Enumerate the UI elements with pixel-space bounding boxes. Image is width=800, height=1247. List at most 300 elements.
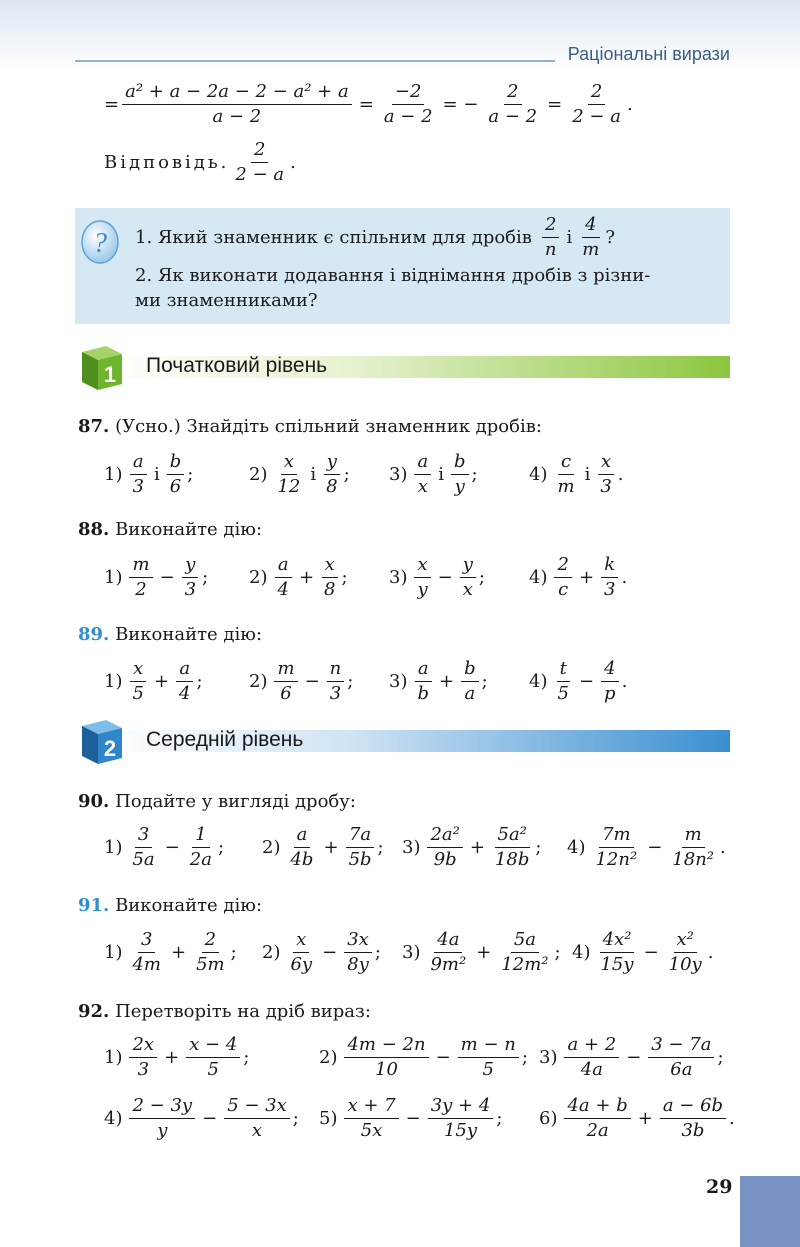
numerator: a + 2 [564, 1035, 619, 1058]
section-title: Раціональні вирази [567, 44, 730, 64]
answer-fraction [232, 140, 287, 185]
denominator: 8 [324, 578, 336, 600]
punctuation: . [617, 463, 624, 485]
fraction [327, 659, 345, 704]
item-label: 4) [572, 941, 591, 963]
item-label: 3) [389, 670, 408, 692]
exercise-item [104, 1035, 319, 1080]
numerator: m − n [458, 1035, 519, 1058]
fraction [485, 82, 540, 127]
denominator: 6 [280, 682, 292, 704]
punctuation: ; [374, 941, 381, 963]
fraction [129, 825, 157, 870]
item-label: 6) [539, 1107, 558, 1129]
punctuation: ; [471, 463, 478, 485]
punctuation: ; [341, 566, 348, 588]
numerator: x [414, 555, 430, 578]
item-label: 3) [402, 941, 421, 963]
fraction [427, 930, 469, 975]
exercise-item [567, 825, 742, 870]
numerator: x [322, 555, 338, 578]
punctuation: ; [230, 941, 237, 963]
denominator: 5 [132, 682, 144, 704]
task-91-items [104, 930, 722, 975]
operator: − [405, 1107, 421, 1129]
denominator: y [454, 475, 465, 497]
exercise-item [104, 452, 249, 497]
fraction [176, 659, 193, 704]
exercise-item [539, 1035, 739, 1080]
denominator: p [604, 682, 616, 704]
equals-sign: = [547, 93, 563, 115]
numerator: y [460, 555, 476, 578]
denominator: 9b [433, 848, 457, 870]
operator: − [159, 566, 175, 588]
denominator: 18b [494, 848, 530, 870]
fraction [274, 659, 297, 704]
item-label: 2) [319, 1046, 338, 1068]
exercise-item [249, 659, 389, 704]
fraction [601, 555, 618, 600]
numerator: 7a [346, 825, 374, 848]
punctuation: ; [521, 1046, 528, 1068]
exercise-item [104, 659, 249, 704]
corner-block [740, 1176, 800, 1247]
numerator: y [182, 555, 198, 578]
numerator: 3 [135, 825, 152, 848]
question-mark: ? [605, 226, 616, 248]
fraction [182, 555, 199, 600]
fraction [381, 82, 436, 127]
numerator: 2 [504, 82, 521, 105]
fraction [129, 452, 146, 497]
denominator: a − 2 [488, 105, 538, 127]
denominator: 2a [586, 1119, 609, 1141]
numerator: x − 4 [186, 1035, 240, 1058]
task-title: Перетворіть на дріб вираз: [115, 1001, 371, 1022]
exercise-item [529, 452, 669, 497]
fraction [344, 1096, 398, 1141]
conjunction: і [566, 226, 573, 248]
numerator: 1 [192, 825, 209, 848]
task-92-items-row-1 [104, 1035, 739, 1080]
denominator: 5 [207, 1058, 219, 1080]
fraction [224, 1096, 290, 1141]
question-2-line-2: ми знаменниками? [135, 290, 318, 311]
task-92-heading [78, 1001, 371, 1022]
numerator: m [682, 825, 705, 848]
task-title: Подайте у вигляді дробу: [115, 791, 356, 812]
punctuation: . [621, 566, 628, 588]
question-1-text: 1. Який знаменник є спільним для дробів [135, 226, 532, 248]
header-rule [75, 60, 555, 62]
item-label: 4) [567, 836, 586, 858]
punctuation: ; [217, 836, 225, 858]
denominator: m [557, 475, 575, 497]
numerator: c [558, 452, 574, 475]
punctuation: . [729, 1107, 735, 1129]
numerator: m [129, 555, 152, 578]
numerator: 4 [582, 215, 599, 238]
denominator: 4m [132, 953, 162, 975]
fraction [601, 659, 619, 704]
fraction [460, 555, 476, 600]
numerator: a [415, 659, 432, 682]
fraction [287, 930, 315, 975]
numerator: b [451, 452, 469, 475]
denominator: 5x [360, 1119, 383, 1141]
operator: + [323, 836, 339, 858]
punctuation: ; [478, 566, 485, 588]
equals-sign: = − [442, 93, 479, 115]
task-title: Виконайте дію: [115, 624, 263, 645]
fraction [129, 930, 164, 975]
operator: − [322, 941, 338, 963]
item-label: 1) [104, 1046, 123, 1068]
denominator: 6a [670, 1058, 693, 1080]
exercise-item [262, 930, 402, 975]
denominator: a − 2 [383, 105, 433, 127]
punctuation: ; [187, 463, 194, 485]
answer-label: Відповідь. [104, 151, 230, 173]
level-2-number: 2 [103, 736, 117, 761]
task-number: 91. [78, 895, 110, 916]
numerator: 2x [129, 1035, 157, 1058]
numerator: 4m − 2n [344, 1035, 428, 1058]
numerator: n [327, 659, 345, 682]
denominator: a [464, 682, 476, 704]
punctuation: ; [343, 463, 350, 485]
level-1-cube-icon [76, 342, 126, 394]
operator: + [476, 941, 492, 963]
numerator: 3 − 7a [648, 1035, 714, 1058]
punctuation: ; [554, 941, 561, 963]
fraction [554, 555, 571, 600]
denominator: 18n² [672, 848, 715, 870]
numerator: 2a² [427, 825, 462, 848]
numerator: x [293, 930, 309, 953]
task-title: Виконайте дію: [115, 519, 263, 540]
item-label: 1) [104, 463, 123, 485]
item-label: 1) [104, 670, 123, 692]
level-2-title: Середній рівень [146, 728, 304, 751]
fraction [597, 452, 614, 497]
numerator: 2 [251, 140, 268, 163]
item-label: 4) [104, 1107, 123, 1129]
denominator: 15y [600, 953, 634, 975]
exercise-item [104, 930, 262, 975]
exercise-item [319, 1096, 539, 1141]
denominator: 4 [179, 682, 191, 704]
denominator: 4b [290, 848, 314, 870]
denominator: 5 [482, 1058, 494, 1080]
denominator: 6y [290, 953, 313, 975]
operator: + [578, 566, 595, 588]
operator: і [153, 463, 160, 485]
exercise-item [104, 825, 262, 870]
fraction [187, 825, 215, 870]
level-1-number: 1 [103, 362, 117, 387]
fraction [451, 452, 469, 497]
level-2-cube-icon [76, 716, 126, 768]
task-number: 90. [78, 791, 110, 812]
operator: + [171, 941, 187, 963]
question-2-line-1: 2. Як виконати додавання і віднімання дробів з різни- [135, 265, 651, 286]
operator: + [153, 670, 170, 692]
numerator: 5 − 3x [224, 1096, 290, 1119]
denominator: 2 [135, 578, 147, 600]
question-icon [80, 218, 120, 264]
punctuation: . [720, 836, 726, 858]
operator: + [439, 670, 455, 692]
denominator: x [462, 578, 473, 600]
item-label: 5) [319, 1107, 338, 1129]
fraction [427, 825, 462, 870]
numerator: 2 [542, 215, 559, 238]
denominator: n [544, 238, 557, 260]
operator: − [643, 941, 659, 963]
task-89-items [104, 659, 669, 704]
numerator: k [601, 555, 618, 578]
question-1 [135, 215, 615, 260]
numerator: x + 7 [344, 1096, 398, 1119]
task-title: Виконайте дію: [115, 895, 263, 916]
numerator: a² + a − 2a − 2 − a² + a [122, 82, 352, 105]
denominator: a − 2 [212, 105, 262, 127]
answer-line [104, 140, 296, 185]
denominator: 3 [329, 682, 342, 704]
numerator: 3 [138, 930, 155, 953]
denominator: 5b [348, 848, 372, 870]
task-91-heading [78, 895, 262, 916]
denominator: 3 [132, 475, 144, 497]
period: . [290, 151, 296, 173]
numerator: a [414, 452, 431, 475]
denominator: 6 [169, 475, 182, 497]
numerator: a [275, 555, 292, 578]
operator: + [298, 566, 315, 588]
numerator: a − 6b [660, 1096, 726, 1119]
denominator: 4a [580, 1058, 603, 1080]
item-label: 4) [529, 463, 548, 485]
item-label: 3) [539, 1046, 558, 1068]
exercise-item [529, 555, 669, 600]
item-label: 2) [262, 836, 281, 858]
numerator: 2 [554, 555, 571, 578]
denominator: 3 [137, 1058, 150, 1080]
punctuation: ; [481, 670, 488, 692]
punctuation: ; [535, 836, 542, 858]
numerator: y [324, 452, 340, 475]
task-number: 87. [78, 416, 110, 437]
operator: − [578, 670, 595, 692]
punctuation: ; [496, 1107, 503, 1129]
denominator: y [157, 1119, 168, 1141]
operator: і [438, 463, 444, 485]
fraction [122, 82, 352, 127]
numerator: b [167, 452, 185, 475]
operator: − [437, 566, 453, 588]
exercise-item [262, 825, 402, 870]
operator: − [647, 836, 663, 858]
numerator: x² [674, 930, 697, 953]
fraction [554, 452, 577, 497]
numerator: 2 [202, 930, 219, 953]
fraction [186, 1035, 240, 1080]
task-title: (Усно.) Знайдіть спільний знаменник дробів: [115, 416, 542, 437]
punctuation: ; [196, 670, 203, 692]
fraction [458, 1035, 519, 1080]
numerator: 3y + 4 [428, 1096, 494, 1119]
fraction [193, 930, 228, 975]
exercise-item [104, 1096, 319, 1141]
denominator: 4 [277, 578, 289, 600]
solution-line [104, 82, 633, 127]
numerator: x [130, 659, 146, 682]
fraction [321, 555, 338, 600]
fraction [569, 82, 624, 127]
denominator: 15y [443, 1119, 478, 1141]
item-label: 2) [249, 670, 268, 692]
equals-sign: = [358, 93, 374, 115]
fraction [564, 1096, 630, 1141]
fraction [660, 1096, 726, 1141]
numerator: 4a + b [564, 1096, 630, 1119]
task-88-heading [78, 519, 262, 540]
denominator: m [582, 238, 600, 260]
exercise-item [539, 1096, 739, 1141]
numerator: 4a [434, 930, 462, 953]
denominator: 5a [132, 848, 155, 870]
fraction [414, 659, 432, 704]
item-label: 3) [389, 463, 408, 485]
fraction [129, 1096, 195, 1141]
denominator: 3 [604, 578, 616, 600]
fraction [323, 452, 340, 497]
page-number: 29 [706, 1176, 733, 1198]
fraction [414, 555, 430, 600]
fraction [129, 659, 146, 704]
task-87-heading [78, 416, 542, 437]
task-90-items [104, 825, 742, 870]
punctuation: ; [717, 1046, 724, 1068]
denominator: 12m² [501, 953, 549, 975]
exercise-item [572, 930, 722, 975]
denominator: b [417, 682, 430, 704]
punctuation: ; [292, 1107, 299, 1129]
fraction [542, 215, 560, 260]
fraction [461, 659, 479, 704]
denominator: 10y [668, 953, 702, 975]
denominator: 10 [375, 1058, 398, 1080]
period: . [626, 93, 633, 115]
punctuation: . [707, 941, 714, 963]
fraction [274, 452, 303, 497]
denominator: 3 [600, 475, 612, 497]
numerator: m [274, 659, 297, 682]
level-1-title: Початковий рівень [146, 354, 328, 377]
exercise-item [389, 659, 529, 704]
punctuation: . [621, 670, 628, 692]
fraction [129, 555, 152, 600]
numerator: 3x [344, 930, 372, 953]
fraction [129, 1035, 157, 1080]
denominator: 2 − a [235, 163, 285, 185]
fraction [597, 930, 636, 975]
numerator: 5a² [495, 825, 530, 848]
exercise-item [402, 930, 572, 975]
fraction [492, 825, 532, 870]
task-number: 89. [78, 624, 110, 645]
fraction [344, 1035, 428, 1080]
denominator: 3 [184, 578, 197, 600]
item-label: 2) [249, 463, 268, 485]
denominator: 2 − a [572, 105, 621, 127]
denominator: 9m² [430, 953, 467, 975]
fraction [564, 1035, 619, 1080]
fraction [414, 452, 431, 497]
operator: + [164, 1046, 180, 1068]
task-92-items-row-2 [104, 1096, 739, 1141]
fraction [554, 659, 571, 704]
task-90-heading [78, 791, 356, 812]
punctuation: ; [347, 670, 354, 692]
operator: − [164, 836, 180, 858]
exercise-item [389, 452, 529, 497]
denominator: 5 [557, 682, 569, 704]
exercise-item [389, 555, 529, 600]
operator: − [626, 1046, 642, 1068]
exercise-item [249, 452, 389, 497]
task-87-items [104, 452, 669, 497]
denominator: 3b [681, 1119, 705, 1141]
item-label: 1) [104, 566, 123, 588]
numerator: 7m [599, 825, 634, 848]
item-label: 2) [262, 941, 281, 963]
numerator: 5a [511, 930, 539, 953]
fraction [274, 555, 291, 600]
item-label: 3) [402, 836, 421, 858]
fraction [579, 215, 602, 260]
operator: і [584, 463, 591, 485]
fraction [666, 930, 705, 975]
item-label: 2) [249, 566, 268, 588]
denominator: 8y [347, 953, 369, 975]
operator: + [637, 1107, 653, 1129]
denominator: c [558, 578, 569, 600]
equals-sign: = [104, 93, 120, 115]
denominator: 2a [189, 848, 212, 870]
punctuation: ; [243, 1046, 250, 1068]
fraction [428, 1096, 494, 1141]
fraction [648, 1035, 714, 1080]
operator: − [304, 670, 320, 692]
fraction [287, 825, 316, 870]
denominator: 12 [277, 475, 301, 497]
numerator: x [281, 452, 297, 475]
fraction [346, 825, 375, 870]
exercise-item [104, 555, 249, 600]
numerator: b [461, 659, 479, 682]
item-label: 4) [529, 670, 548, 692]
numerator: −2 [392, 82, 425, 105]
svg-text:?: ? [93, 228, 107, 259]
denominator: 8 [326, 475, 338, 497]
denominator: y [417, 578, 428, 600]
numerator: 4 [601, 659, 618, 682]
operator: − [435, 1046, 451, 1068]
fraction [167, 452, 185, 497]
